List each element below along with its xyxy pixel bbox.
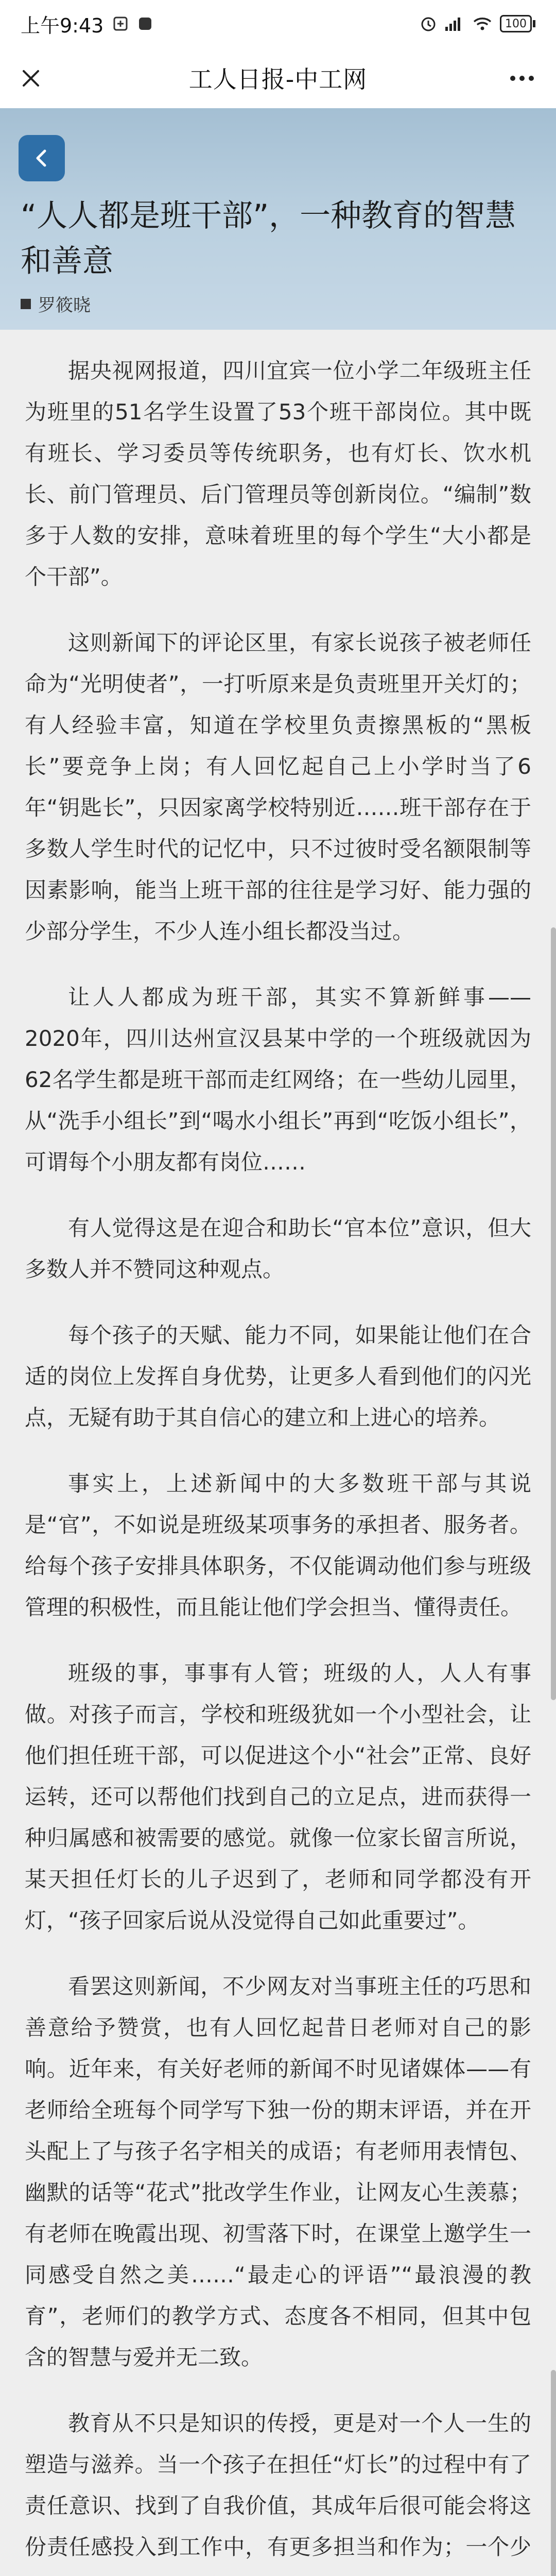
signal-icon (444, 15, 465, 32)
author-name: 罗筱晓 (38, 295, 91, 316)
paragraph: 这则新闻下的评论区里，有家长说孩子被老师任命为“光明使者”，一打听原来是负责班里开关灯的；有人经验丰富，知道在学校里负责擦黑板的“黑板长”要竞争上岗；有人回忆起自己上小学时当了6年“钥匙长”，只因家离学校特别近……班干部存在于多数人学生时代的记忆中，只不过彼时受名额限制等因素影响，能当上班干部的往往是学习好、能力强的少部分学生，不少人连小组长都没当过。 (25, 630, 531, 944)
article-title: “人人都是班干部”，一种教育的智慧和善意 (21, 198, 516, 279)
battery-level: 100 (500, 15, 532, 32)
back-button[interactable] (19, 135, 65, 181)
notification-icon (113, 16, 128, 31)
status-time: 上午9:43 (21, 14, 104, 37)
app-badge-icon (137, 16, 153, 31)
paragraph: 教育从不只是知识的传授，更是对一个人一生的塑造与滋养。当一个孩子在担任“灯长”的过程中有了责任意识、找到了自我价值，其成年后很可能会将这份责任感投入到工作中，有更多担当和作为；一个少 (25, 2411, 531, 2560)
paragraph: 让人人都成为班干部，其实不算新鲜事——2020年，四川达州宣汉县某中学的一个班级就因为62名学生都是班干部而走红网络；在一些幼儿园里，从“洗手小组长”到“喝水小组长”再到“吃饭小组长”，可谓每个小朋友都有岗位…… (25, 985, 531, 1175)
scrollbar[interactable] (551, 927, 556, 1700)
paragraph: 班级的事，事事有人管；班级的人，人人有事做。对孩子而言，学校和班级犹如一个小型社会，让他们担任班干部，可以促进这个小“社会”正常、良好运转，还可以帮他们找到自己的立足点，进而获得一种归属感和被需要的感觉。就像一位家长留言所说，某天担任灯长的儿子迟到了，老师和同学都没有开灯，“孩子回家后说从没觉得自己如此重要过”。 (25, 1660, 531, 1933)
more-menu-button[interactable] (507, 63, 537, 94)
article-author (21, 291, 91, 316)
close-button[interactable] (15, 63, 46, 94)
battery-indicator (500, 15, 535, 32)
article-header (0, 108, 556, 330)
paragraph: 每个孩子的天赋、能力不同，如果能让他们在合适的岗位上发挥自身优势，让更多人看到他们的闪光点，无疑有助于其自信心的建立和上进心的培养。 (25, 1323, 531, 1430)
top-nav-bar (0, 47, 556, 108)
article-body (0, 330, 556, 2576)
author-marker-icon (21, 299, 31, 309)
paragraph: 看罢这则新闻，不少网友对当事班主任的巧思和善意给予赞赏，也有人回忆起昔日老师对自己的影响。近年来，有关好老师的新闻不时见诸媒体——有老师给全班每个同学写下独一份的期末评语，并在开头配上了与孩子名字相关的成语；有老师用表情包、幽默的话等“花式”批改学生作业，让网友心生羡慕；有老师在晚霞出现、初雪落下时，在课堂上邀学生一同感受自然之美……“最走心的评语”“最浪漫的教育”，老师们的教学方式、态度各不相同，但其中包含的智慧与爱并无二致。 (25, 1974, 531, 2370)
chevron-left-icon (31, 148, 52, 168)
status-right (420, 15, 535, 32)
status-bar (0, 0, 556, 47)
page-title: 工人日报-中工网 (188, 65, 368, 93)
alarm-icon (420, 15, 437, 32)
scrollbar-track-marker (551, 2370, 556, 2576)
wifi-icon (472, 15, 493, 32)
paragraph: 事实上，上述新闻中的大多数班干部与其说是“官”，不如说是班级某项事务的承担者、服务者。给每个孩子安排具体职务，不仅能调动他们参与班级管理的积极性，而且能让他们学会担当、懂得责任。 (25, 1471, 531, 1620)
paragraph: 据央视网报道，四川宜宾一位小学二年级班主任为班里的51名学生设置了53个班干部岗位。其中既有班长、学习委员等传统职务，也有灯长、饮水机长、前门管理员、后门管理员等创新岗位。“编制”数多于人数的安排，意味着班里的每个学生“大小都是个干部”。 (25, 358, 531, 589)
close-icon (21, 68, 41, 89)
status-left (21, 10, 153, 38)
paragraph: 有人觉得这是在迎合和助长“官本位”意识，但大多数人并不赞同这种观点。 (25, 1215, 531, 1282)
